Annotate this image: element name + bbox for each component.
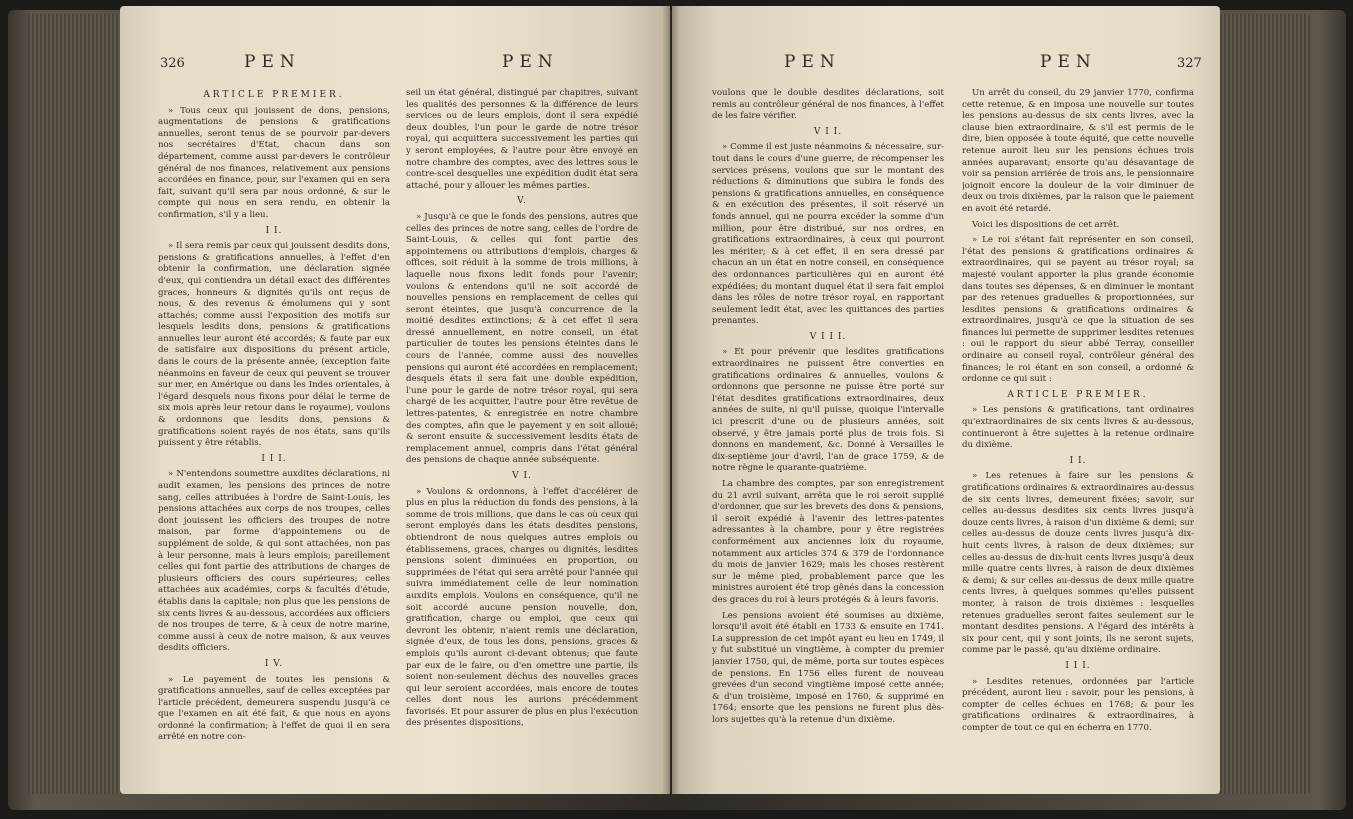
page-number-right: 327 xyxy=(1177,56,1202,71)
article-title: ARTICLE PREMIER. xyxy=(203,90,345,100)
paragraph: » Jusqu'à ce que le fonds des pensions, autres que celles des princes de notre sang, celles de l'ordre de Saint-Louis, & celles qui font partie des appointemens ou attributions d'emplois, charges & offices, soit réduit à la somme de trois millions, à laquelle nous fixons ledit fonds pour l'avenir; voulons & entendons qu'il ne soit accordé de nouvelles pensions en remplacement de celles qui seront éteintes, que jusqu'à concurrence de la moitié desdites extinctions; & à cet effet il sera dressé annuellement, en notre conseil, un état particulier de toutes les pensions éteintes dans le cours de l'année, comme aussi des nouvelles pensions qui auront été accordées en remplacement; desquels états il sera fait une double expédition, l'une pour le garde de notre trésor royal, qui sera chargé de les acquitter, l'autre pour être revêtue de lettres-patentes, & enregistrée en notre chambre des comptes, afin que le payement y en soit alloué; & seront ensuite & successivement lesdits états de remplacement annuel, compris dans l'état général des pensions de chaque année subséquente. xyxy=(406,211,638,466)
paragraph: seil un état général, distingué par chapitres, suivant les qualités des personnes & la différence de leurs services ou de leurs emplois, dont il sera expédié deux doubles, l'un pour le garde de notre trésor royal, qui acquittera successivement les parties qui y seront employées, & l'autre pour être envoyé en notre chambre des comptes, avec des lettres sous le contre-scel desquelles une expédition dudit état sera attaché, pour y allouer les mêmes parties. xyxy=(406,88,638,191)
paragraph: Un arrêt du conseil, du 29 janvier 1770, confirma cette retenue, & en imposa une nouvelle sur toutes les pensions au-dessus de six cents livres, avec la clause bien extraordinaire, & s'il est permis de le dire, bien opposée à toute équité, que cette nouvelle retenue auroit lieu sur les pensions échues trois années auparavant; ensorte qu'au désavantage de voir sa pension arriérée de trois ans, le pensionnaire joignoit encore la douleur de la voir diminuer de deux ou trois dixièmes, par la raison que le paiement en avoit été retardé. xyxy=(962,88,1194,214)
article-title: ARTICLE PREMIER. xyxy=(1007,389,1149,400)
paragraph: » N'entendons soumettre auxdites déclarations, ni audit examen, les pensions des princes de notre sang, celles attribuées à l'ordre de Saint-Louis, les pensions attachées aux corps de nos troupes, celles dont jouissent les officiers des troupes de notre maison, par forme d'appointemens ou de supplément de solde, & qui sont attachées, non pas à leur personne, mais à leurs emplois; pareillement celles qui font partie des attributions de charges de plusieurs officiers des cours supérieures; celles attachées aux académies, corps & facultés d'étude, établis dans la capitale; non plus que les pensions de six cents livres & au-dessous, accordées aux officiers de nos troupes de terre, & à ceux de notre marine, comme aussi à ceux de notre maison, & aux veuves desdits officiers. xyxy=(158,469,390,654)
left-page-column-1 xyxy=(158,88,390,788)
section-number: V I. xyxy=(512,471,532,481)
paragraph: » Tous ceux qui jouissent de dons, pensions, augmentations de pensions & gratifications annuelles, seront tenus de se pourvoir par-devers nos secrétaires d'Etat, chacun dans son département, comme aussi par-devers le contrôleur général de nos finances, relativement aux pensions accordées en finance, pour, sur l'examen qui en sera fait, suivant qu'il sera par nous ordonné, & sur le compte qui nous en sera rendu, en obtenir la confirmation, s'il y a lieu. xyxy=(158,105,390,220)
right-page-column-2 xyxy=(962,88,1194,788)
section-number: I I. xyxy=(1069,455,1087,466)
right-page xyxy=(672,6,1220,794)
left-page xyxy=(120,6,670,794)
paragraph: » Les retenues à faire sur les pensions & gratifications ordinaires & extraordinaires au-dessus de six cents livres, demeurent fixées; savoir, sur celles au-dessus desdites six cents livres jusqu'à douze cents livres, à raison d'un dixième & demi; sur celles au-dessus de douze cents livres jusqu'à dix-huit cents livres, à raison de deux dixièmes; sur celles au-dessus de dix-huit cents livres jusqu'à deux mille quatre cents livres, à raison de deux dixièmes & demi; & sur celles au-dessus de deux mille quatre cents livres, à quelques sommes qu'elles puissent monter, à raison de trois dixièmes : lesquelles retenues graduelles seront faites seulement sur le montant desdites pensions. A l'égard des intérêts à six pour cent, qui y sont joints, ils ne seront sujets, comme par le passé, qu'au dixième ordinaire. xyxy=(962,471,1194,656)
section-number: I I. xyxy=(265,225,283,236)
section-number: I I I. xyxy=(1065,660,1091,671)
paragraph: » Voulons & ordonnons, à l'effet d'accélérer de plus en plus la réduction du fonds des pensions, à la somme de trois millions, que dans le cas où ceux qui seront employés dans les états desdites pensions, obtiendront de nous quelques autres emplois ou établissemens, graces, charges ou dignités, lesdites pensions soient diminuées en proportion, ou supprimées de l'état qui sera arrêté pour l'année qui suivra immédiatement celle de leur nomination auxdits emplois. Voulons en conséquence, qu'il ne soit accordé aucune pension nouvelle, don, gratification, charge ou emploi, que ceux qui devront les obtenir, n'aient remis une déclaration, signée d'eux, de tous les dons, pensions, graces & emplois qu'ils auront ci-devant obtenus; que faute par eux de le faire, ou d'en omettre une partie, ils soient non-seulement déchus des nouvelles graces qui leur seroient accordées, mais encore de toutes celles dont nous les aurions précédemment favorisés. Et pour assurer de plus en plus l'exécution des présentes dispositions, xyxy=(406,486,638,729)
left-page-edges xyxy=(28,14,122,794)
left-page-column-2 xyxy=(406,88,638,788)
paragraph: » Et pour prévenir que lesdites gratifications extraordinaires ne puissent être converties en gratifications ordinaires & annuelles, voulons & ordonnons que personne ne puisse être porté sur l'état desdites gratifications extraordinaires, deux années de suite, ni qu'il puisse, quoique l'intervalle ici prescrit d'une ou de plusieurs années, soit observé, y être jamais porté plus de trois fois. Si donnons en mandement, &c. Donné à Versailles le dix-septième jour d'avril, l'an de grace 1759, & de notre règne le quarante-quatrième. xyxy=(712,347,944,474)
paragraph: La chambre des comptes, par son enregistrement du 21 avril suivant, arrêta que le roi seroit supplié d'ordonner, que sur les brevets des dons & pensions, il seroit expédié à l'avenir des lettres-patentes adressantes à la chambre, pour y être registrées conformément aux anciennes loix du royaume, notamment aux articles 374 & 379 de l'ordonnance du mois de janvier 1629; mais les choses restèrent sur le même pied, probablement parce que les ministres auroient été trop gênés dans la concession des graces du roi à leurs protégés & à leurs favoris. xyxy=(712,479,944,605)
paragraph: Les pensions avoient été soumises au dixième, lorsqu'il avoit été établi en 1733 & ensuite en 1741. La suppression de cet impôt ayant eu lieu en 1749, il y fut substitué un vingtième, à compter du premier janvier 1750, qui, de même, porta sur toutes espèces de pensions. En 1756 elles furent de nouveau grevées d'un second vingtième imposé cette année; & d'un troisième, imposé en 1760, & supprimé en 1764; ensorte que les pensions ne furent plus dès-lors sujettes qu'à la retenue d'un dixième. xyxy=(712,610,944,725)
right-page-edges xyxy=(1218,14,1310,794)
paragraph: Voici les dispositions de cet arrêt. xyxy=(972,219,1120,230)
section-number: I V. xyxy=(264,658,284,669)
running-head-left-outer: PEN xyxy=(244,52,301,72)
paragraph: » Comme il est juste néanmoins & nécessaire, sur-tout dans le cours d'une guerre, de récompenser les services présens, voulons que sur le montant des réductions & diminutions que subira le fonds des pensions & gratifications annuelles, en conséquence & en exécution des présentes, il soit réservé un fonds annuel, qui ne pourra excéder la somme d'un million, pour être distribué, sur nos ordres, en gratifications extraordinaires, à ceux qui pourront les mériter; & à cet effet, il en sera dressé par chacun an un état en notre conseil, en conséquence des ordonnances particulières qui en auront été expédiées; du montant duquel état il sera fait emploi dans les rôles de notre trésor royal, en rapportant seulement ledit état, avec les quittances des parties prenantes. xyxy=(712,142,944,327)
paragraph: » Lesdites retenues, ordonnées par l'article précédent, auront lieu : savoir, pour les pensions, à compter de celles échues en 1768; & pour les gratifications ordinaires & extraordinaires, à compter de tout ce qui en écherra en 1770. xyxy=(962,676,1194,733)
paragraph: » Le roi s'étant fait représenter en son conseil, l'état des pensions & gratifications ordinaires & extraordinaires, qui se payent au trésor royal; sa majesté voulant apporter la plus grande économie dans toutes ses dépenses, & en diminuer le montant par des retenues graduelles & proportionnées, sur lesdites pensions & gratifications ordinaires & extraordinaires, jusqu'à ce que la situation de ses finances lui permette de supprimer lesdites retenues : oui le rapport du sieur abbé Terray, conseiller ordinaire au conseil royal, contrôleur général des finances; le roi étant en son conseil, a ordonné & ordonne ce qui suit : xyxy=(962,235,1194,385)
book-gutter xyxy=(662,6,680,794)
section-number: V. xyxy=(517,196,527,207)
paragraph: » Il sera remis par ceux qui jouissent desdits dons, pensions & gratifications annuelles, à l'effet d'en obtenir la confirmation, une déclaration signée d'eux, qui contiendra un détail exact des différentes graces, honneurs & dignités qu'ils ont reçus de nous, & des revenus & émolumens qui y sont attachés; comme aussi l'exposition des motifs sur lesquels lesdits dons, pensions & gratifications annuelles leur auront été accordés; & faute par eux de satisfaire aux dispositions du présent article, dans le cours de la présente année, (exception faite néanmoins en faveur de ceux qui peuvent se trouver sur mer, en Amérique ou dans les Indes orientales, à l'égard desquels nous fixons pour délai le terme de six mois après leur retour dans le royaume), voulons & ordonnons que lesdits dons, pensions & gratifications soient rayés de nos états, sans qu'ils puissent y être rétablis. xyxy=(158,241,390,449)
section-number: I I I. xyxy=(261,453,287,464)
right-page-column-1 xyxy=(712,88,944,788)
running-head-left-inner: PEN xyxy=(502,52,559,72)
page-number-left: 326 xyxy=(160,56,185,71)
paragraph: voulons que le double desdites déclarations, soit remis au contrôleur général de nos finances, à l'effet de les faire vérifier. xyxy=(712,88,944,122)
running-head-right-outer: PEN xyxy=(1040,52,1097,72)
running-head-right-inner: PEN xyxy=(784,52,841,72)
section-number: V I I. xyxy=(813,126,843,137)
section-number: V I I I. xyxy=(809,331,847,342)
paragraph: » Les pensions & gratifications, tant ordinaires qu'extraordinaires de six cents livres & au-dessous, continueront à être sujettes à la retenue ordinaire du dixième. xyxy=(962,405,1194,451)
paragraph: » Le payement de toutes les pensions & gratifications annuelles, sauf de celles exceptées par l'article précédent, demeurera suspendu jusqu'à ce que l'examen en ait été fait, & que nous en ayons ordonné la confirmation; à l'effet de quoi il en sera arrêté en notre con- xyxy=(158,674,390,743)
